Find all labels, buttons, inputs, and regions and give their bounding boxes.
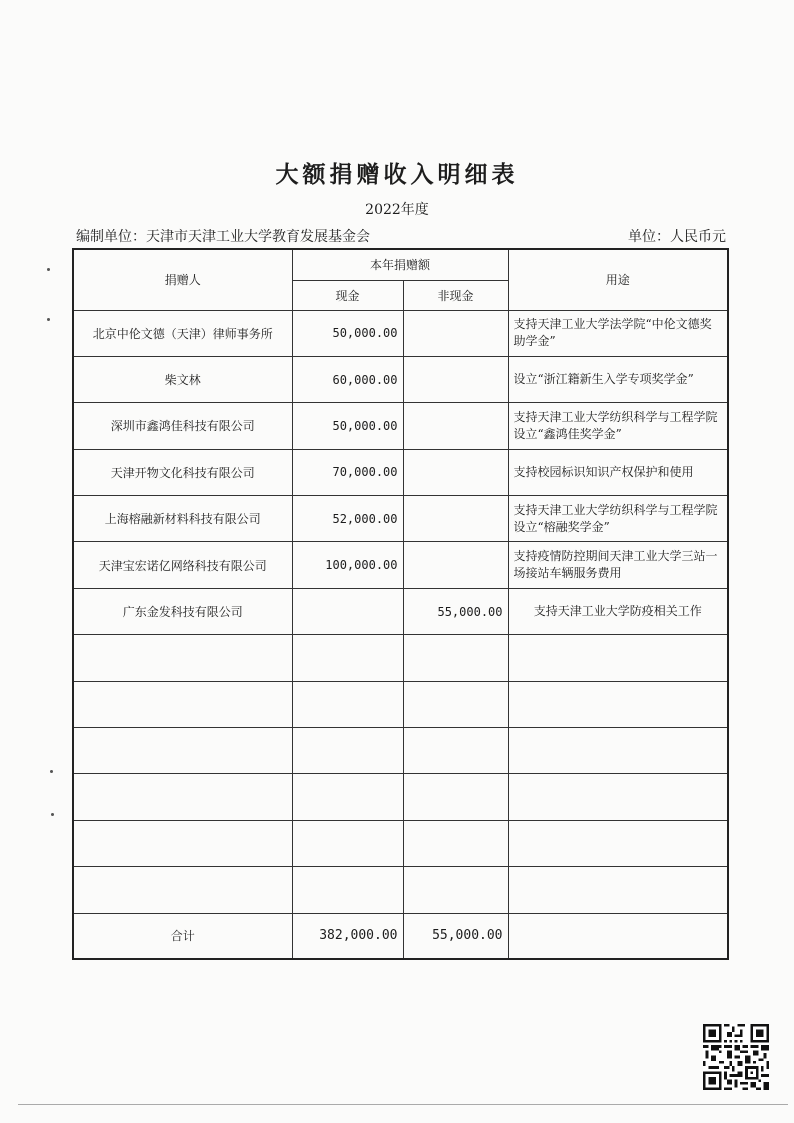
purpose-cell xyxy=(508,820,728,866)
document-year: 2022年度 xyxy=(365,202,429,218)
donor-cell: 天津开物文化科技有限公司 xyxy=(73,449,292,495)
noncash-cell xyxy=(403,403,508,449)
donor-cell: 广东金发科技有限公司 xyxy=(73,588,292,634)
cash-cell xyxy=(292,728,403,774)
cash-cell: 100,000.00 xyxy=(292,542,403,588)
noncash-cell xyxy=(403,496,508,542)
empty-table-row xyxy=(73,867,728,913)
noncash-cell xyxy=(403,356,508,402)
purpose-cell: 支持校园标识知识产权保护和使用 xyxy=(508,449,728,495)
cash-cell xyxy=(292,867,403,913)
total-purpose xyxy=(508,913,728,959)
noncash-cell xyxy=(403,774,508,820)
purpose-cell: 支持疫情防控期间天津工业大学三站一场接站车辆服务费用 xyxy=(508,542,728,588)
purpose-cell: 支持天津工业大学纺织科学与工程学院设立“鑫鸿佳奖学金” xyxy=(508,403,728,449)
donor-cell xyxy=(73,867,292,913)
purpose-cell xyxy=(508,728,728,774)
donor-cell: 天津宝宏诺亿网络科技有限公司 xyxy=(73,542,292,588)
scan-speck xyxy=(51,813,54,816)
noncash-cell xyxy=(403,681,508,727)
scan-speck xyxy=(47,318,50,321)
empty-table-row xyxy=(73,728,728,774)
table-header-row xyxy=(73,249,728,280)
table-row xyxy=(73,496,728,542)
noncash-cell xyxy=(403,728,508,774)
purpose-cell xyxy=(508,774,728,820)
total-label: 合计 xyxy=(73,913,292,959)
currency-unit-label: 单位：人民币元 xyxy=(628,229,726,245)
noncash-cell xyxy=(403,542,508,588)
header-amount-group: 本年捐赠额 xyxy=(292,249,508,280)
donor-cell xyxy=(73,681,292,727)
donor-cell: 深圳市鑫鸿佳科技有限公司 xyxy=(73,403,292,449)
donor-cell: 上海榕融新材料科技有限公司 xyxy=(73,496,292,542)
noncash-cell xyxy=(403,820,508,866)
purpose-cell xyxy=(508,635,728,681)
table-row xyxy=(73,542,728,588)
noncash-cell xyxy=(403,449,508,495)
donor-cell: 北京中伦文德（天津）律师事务所 xyxy=(73,310,292,356)
purpose-cell: 支持天津工业大学法学院“中伦文德奖助学金” xyxy=(508,310,728,356)
empty-table-row xyxy=(73,774,728,820)
table-row xyxy=(73,588,728,634)
purpose-cell xyxy=(508,681,728,727)
donation-table xyxy=(72,248,729,960)
header-noncash: 非现金 xyxy=(403,280,508,310)
donor-cell xyxy=(73,774,292,820)
noncash-cell xyxy=(403,310,508,356)
purpose-cell: 设立“浙江籍新生入学专项奖学金” xyxy=(508,356,728,402)
purpose-cell: 支持天津工业大学纺织科学与工程学院设立“榕融奖学金” xyxy=(508,496,728,542)
donor-cell xyxy=(73,820,292,866)
empty-table-row xyxy=(73,681,728,727)
donor-cell xyxy=(73,728,292,774)
header-purpose: 用途 xyxy=(508,249,728,310)
total-row xyxy=(73,913,728,959)
cash-cell: 50,000.00 xyxy=(292,403,403,449)
page-bottom-rule xyxy=(18,1104,788,1105)
cash-cell: 52,000.00 xyxy=(292,496,403,542)
cash-cell xyxy=(292,820,403,866)
empty-table-row xyxy=(73,820,728,866)
cash-cell xyxy=(292,635,403,681)
cash-cell xyxy=(292,588,403,634)
empty-table-row xyxy=(73,635,728,681)
table-row xyxy=(73,310,728,356)
cash-cell: 60,000.00 xyxy=(292,356,403,402)
cash-cell xyxy=(292,681,403,727)
purpose-cell xyxy=(508,867,728,913)
total-noncash: 55,000.00 xyxy=(403,913,508,959)
table-row xyxy=(73,356,728,402)
document-title: 大额捐赠收入明细表 xyxy=(275,161,519,188)
header-donor: 捐赠人 xyxy=(73,249,292,310)
cash-cell xyxy=(292,774,403,820)
noncash-cell: 55,000.00 xyxy=(403,588,508,634)
scan-speck xyxy=(50,770,53,773)
organization-label: 编制单位：天津市天津工业大学教育发展基金会 xyxy=(76,229,370,245)
purpose-cell: 支持天津工业大学防疫相关工作 xyxy=(508,588,728,634)
noncash-cell xyxy=(403,867,508,913)
noncash-cell xyxy=(403,635,508,681)
scan-speck xyxy=(47,268,50,271)
qr-code-icon xyxy=(703,1024,769,1090)
table-row xyxy=(73,403,728,449)
table-row xyxy=(73,449,728,495)
total-cash: 382,000.00 xyxy=(292,913,403,959)
cash-cell: 50,000.00 xyxy=(292,310,403,356)
donor-cell: 柴文林 xyxy=(73,356,292,402)
donor-cell xyxy=(73,635,292,681)
cash-cell: 70,000.00 xyxy=(292,449,403,495)
header-cash: 现金 xyxy=(292,280,403,310)
